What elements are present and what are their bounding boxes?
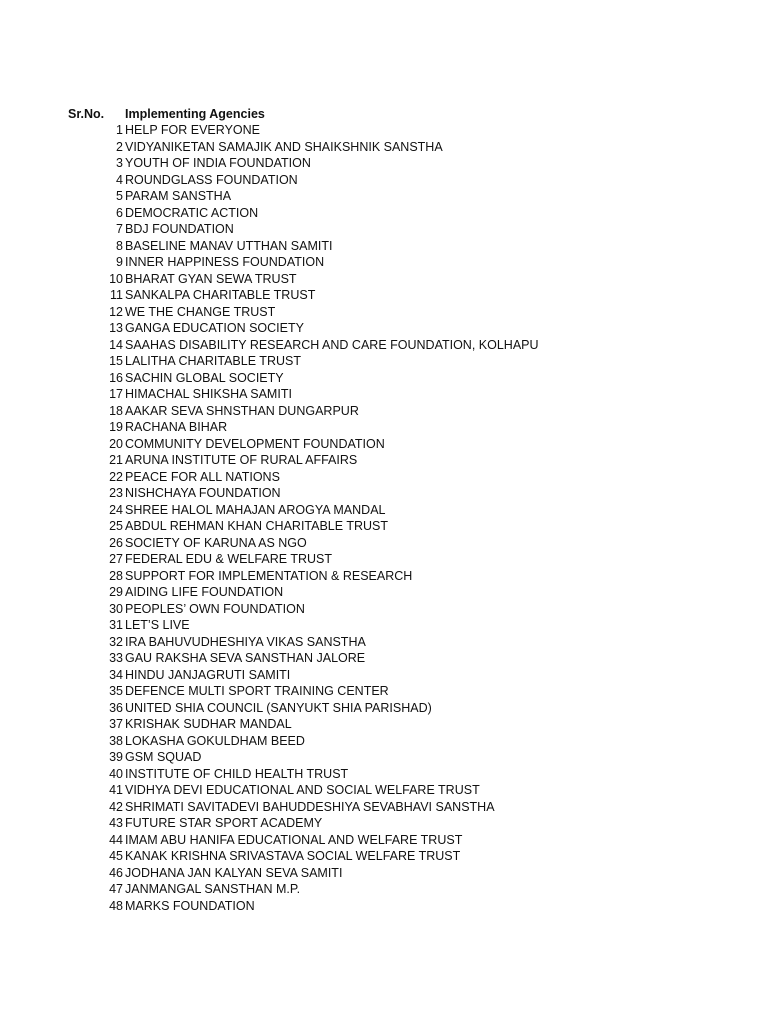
table-row <box>0 815 768 832</box>
row-agency-name: SAAHAS DISABILITY RESEARCH AND CARE FOUNDATION, KOLHAPU <box>125 337 539 352</box>
row-agency-name: LALITHA CHARITABLE TRUST <box>125 354 301 368</box>
table-row <box>0 865 768 882</box>
table-row <box>0 271 768 288</box>
row-agency-name: AAKAR SEVA SHNSTHAN DUNGARPUR <box>125 403 359 418</box>
table-row <box>0 535 768 552</box>
row-agency-name: SOCIETY OF KARUNA AS NGO <box>125 535 307 550</box>
row-agency-name: BHARAT GYAN SEWA TRUST <box>125 271 297 286</box>
table-row <box>0 221 768 238</box>
row-serial-number: 41 <box>109 783 123 797</box>
row-serial-number: 43 <box>109 816 123 830</box>
row-serial-number: 44 <box>109 832 123 847</box>
row-agency-name: IMAM ABU HANIFA EDUCATIONAL AND WELFARE TRUST <box>125 832 463 847</box>
row-serial-number: 40 <box>109 766 123 781</box>
row-agency-name: KRISHAK SUDHAR MANDAL <box>125 717 292 731</box>
row-agency-name: BASELINE MANAV UTTHAN SAMITI <box>125 238 333 253</box>
row-agency-name: RACHANA BIHAR <box>125 420 228 434</box>
row-agency-name: BDJ FOUNDATION <box>125 222 234 236</box>
row-serial-number: 27 <box>109 552 123 566</box>
table-row <box>0 601 768 618</box>
row-agency-name: JODHANA JAN KALYAN SEVA SAMITI <box>125 865 343 880</box>
table-row <box>0 766 768 783</box>
table-row <box>0 683 768 700</box>
row-agency-name: PARAM SANSTHA <box>125 189 232 203</box>
table-row <box>0 716 768 733</box>
row-serial-number: 39 <box>109 750 123 764</box>
row-agency-name: SANKALPA CHARITABLE TRUST <box>125 288 316 302</box>
table-row <box>0 469 768 486</box>
row-agency-name: LOKASHA GOKULDHAM BEED <box>125 733 305 748</box>
row-serial-number: 19 <box>109 420 123 434</box>
row-serial-number: 25 <box>109 519 123 533</box>
row-agency-name: WE THE CHANGE TRUST <box>125 304 276 319</box>
table-row <box>0 370 768 387</box>
row-agency-name: GSM SQUAD <box>125 750 202 764</box>
row-serial-number: 26 <box>109 535 123 550</box>
row-agency-name: SACHIN GLOBAL SOCIETY <box>125 370 284 385</box>
row-agency-name: FEDERAL EDU & WELFARE TRUST <box>125 552 332 566</box>
row-serial-number: 10 <box>109 271 123 286</box>
row-agency-name: FUTURE STAR SPORT ACADEMY <box>125 816 323 830</box>
table-row <box>0 139 768 156</box>
table-row <box>0 238 768 255</box>
row-serial-number: 21 <box>109 453 123 467</box>
agency-list <box>0 122 768 914</box>
row-agency-name: SHREE HALOL MAHAJAN AROGYA MANDAL <box>125 502 386 517</box>
row-agency-name: DEMOCRATIC ACTION <box>125 205 259 220</box>
row-agency-name: VIDHYA DEVI EDUCATIONAL AND SOCIAL WELFARE TRUST <box>125 783 480 797</box>
table-row <box>0 799 768 816</box>
row-agency-name: NISHCHAYA FOUNDATION <box>125 486 281 500</box>
table-row <box>0 848 768 865</box>
row-serial-number: 15 <box>109 354 123 368</box>
row-serial-number: 7 <box>116 222 123 236</box>
table-row <box>0 205 768 222</box>
row-serial-number: 17 <box>109 387 123 401</box>
row-serial-number: 11 <box>110 288 123 302</box>
row-agency-name: AIDING LIFE FOUNDATION <box>125 585 284 599</box>
table-row <box>0 320 768 337</box>
row-serial-number: 33 <box>109 651 123 665</box>
row-serial-number: 42 <box>109 799 123 814</box>
table-row <box>0 782 768 799</box>
table-row <box>0 898 768 915</box>
table-row <box>0 254 768 271</box>
table-row <box>0 832 768 849</box>
row-agency-name: DEFENCE MULTI SPORT TRAINING CENTER <box>125 684 389 698</box>
row-agency-name: COMMUNITY DEVELOPMENT FOUNDATION <box>125 436 385 451</box>
table-row <box>0 188 768 205</box>
table-row <box>0 551 768 568</box>
table-row <box>0 304 768 321</box>
row-agency-name: IRA BAHUVUDHESHIYA VIKAS SANSTHA <box>125 634 366 649</box>
row-serial-number: 29 <box>109 585 123 599</box>
row-serial-number: 46 <box>109 865 123 880</box>
row-serial-number: 3 <box>116 156 123 170</box>
table-row <box>0 452 768 469</box>
table-row <box>0 650 768 667</box>
row-serial-number: 12 <box>109 304 123 319</box>
row-serial-number: 28 <box>109 568 123 583</box>
row-agency-name: KANAK KRISHNA SRIVASTAVA SOCIAL WELFARE TRUST <box>125 849 461 863</box>
table-row <box>0 502 768 519</box>
row-agency-name: HIMACHAL SHIKSHA SAMITI <box>125 387 292 401</box>
column-header-sr-no: Sr.No. <box>68 107 105 121</box>
row-serial-number: 5 <box>116 189 123 203</box>
table-row <box>0 155 768 172</box>
row-agency-name: ABDUL REHMAN KHAN CHARITABLE TRUST <box>125 519 389 533</box>
row-agency-name: ROUNDGLASS FOUNDATION <box>125 172 298 187</box>
row-serial-number: 14 <box>109 337 123 352</box>
column-header-implementing-agencies: Implementing Agencies <box>125 107 265 121</box>
row-agency-name: ARUNA INSTITUTE OF RURAL AFFAIRS <box>125 453 358 467</box>
table-row <box>0 287 768 304</box>
row-serial-number: 31 <box>109 618 123 632</box>
table-row <box>0 617 768 634</box>
row-agency-name: YOUTH OF INDIA FOUNDATION <box>125 156 311 170</box>
table-row <box>0 403 768 420</box>
table-row <box>0 419 768 436</box>
table-row <box>0 386 768 403</box>
table-row <box>0 122 768 139</box>
table-row <box>0 667 768 684</box>
row-serial-number: 4 <box>116 172 123 187</box>
row-serial-number: 20 <box>109 436 123 451</box>
row-serial-number: 16 <box>109 370 123 385</box>
table-row <box>0 337 768 354</box>
row-serial-number: 22 <box>109 469 123 484</box>
row-serial-number: 24 <box>109 502 123 517</box>
row-serial-number: 30 <box>109 601 123 616</box>
table-row <box>0 634 768 651</box>
row-serial-number: 37 <box>109 717 123 731</box>
row-agency-name: MARKS FOUNDATION <box>125 898 255 913</box>
row-agency-name: INNER HAPPINESS FOUNDATION <box>125 255 325 269</box>
row-agency-name: PEOPLES’ OWN FOUNDATION <box>125 601 305 616</box>
row-agency-name: HELP FOR EVERYONE <box>125 123 260 137</box>
row-agency-name: VIDYANIKETAN SAMAJIK AND SHAIKSHNIK SANSTHA <box>125 139 443 154</box>
row-serial-number: 38 <box>109 733 123 748</box>
row-serial-number: 13 <box>109 321 123 335</box>
row-agency-name: INSTITUTE OF CHILD HEALTH TRUST <box>125 766 349 781</box>
row-serial-number: 1 <box>116 123 123 137</box>
row-serial-number: 34 <box>109 667 123 682</box>
row-serial-number: 8 <box>116 238 123 253</box>
table-row <box>0 749 768 766</box>
row-agency-name: HINDU JANJAGRUTI SAMITI <box>125 667 291 682</box>
row-serial-number: 23 <box>109 486 123 500</box>
row-agency-name: JANMANGAL SANSTHAN M.P. <box>125 882 301 896</box>
table-row <box>0 485 768 502</box>
row-serial-number: 18 <box>109 403 123 418</box>
table-row <box>0 172 768 189</box>
table-row <box>0 436 768 453</box>
table-row <box>0 584 768 601</box>
table-header <box>0 106 768 123</box>
row-serial-number: 47 <box>109 882 123 896</box>
row-agency-name: PEACE FOR ALL NATIONS <box>125 469 280 484</box>
row-agency-name: UNITED SHIA COUNCIL (SANYUKT SHIA PARISHAD) <box>125 700 432 715</box>
row-agency-name: GANGA EDUCATION SOCIETY <box>125 321 304 335</box>
table-row <box>0 733 768 750</box>
row-agency-name: SHRIMATI SAVITADEVI BAHUDDESHIYA SEVABHAVI SANSTHA <box>125 799 495 814</box>
table-row <box>0 700 768 717</box>
table-row <box>0 353 768 370</box>
row-agency-name: GAU RAKSHA SEVA SANSTHAN JALORE <box>125 651 366 665</box>
row-agency-name: LET’S LIVE <box>125 618 190 632</box>
row-serial-number: 35 <box>109 684 123 698</box>
table-row <box>0 568 768 585</box>
row-serial-number: 9 <box>116 255 123 269</box>
row-serial-number: 48 <box>109 898 123 913</box>
row-serial-number: 2 <box>116 139 123 154</box>
row-serial-number: 36 <box>109 700 123 715</box>
row-agency-name: SUPPORT FOR IMPLEMENTATION & RESEARCH <box>125 568 413 583</box>
table-row <box>0 518 768 535</box>
table-row <box>0 881 768 898</box>
row-serial-number: 32 <box>109 634 123 649</box>
row-serial-number: 45 <box>109 849 123 863</box>
row-serial-number: 6 <box>116 205 123 220</box>
